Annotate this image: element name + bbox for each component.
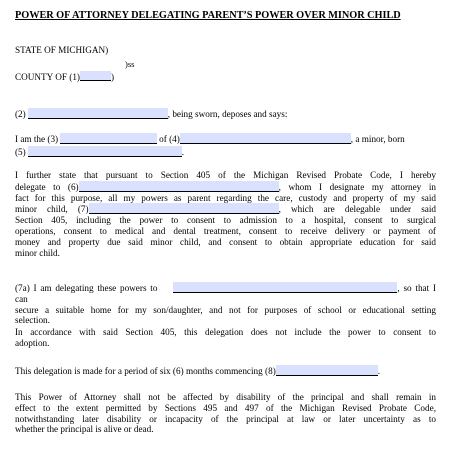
paragraph-adoption: In accordance with said Section 405, this delegation does not include the power to consent to adoption. — [15, 327, 436, 348]
delegate-name-field[interactable] — [173, 282, 397, 293]
paragraph-delegation: I further state that pursuant to Section 405 of the Michigan Revised Probate Code, I hereby delegate to (6) , whom I designate my attorney in fact for this purpose, all my powers as parent regarding the care, custody and property of my said minor child, (7) , which are delegable under said Section 405, including the power to consent to admission to a hospital, consent to surgical operations, consent to medical and dental treatment, consent to receive delivery or payment of money and property due said minor child, and consent to obtain appropriate education for said minor child. — [15, 170, 437, 258]
document-title: POWER OF ATTORNEY DELEGATING PARENT’S POWER OVER MINOR CHILD — [15, 10, 401, 21]
county-line: COUNTY OF (1) ) — [15, 72, 115, 82]
commencement-date-field[interactable] — [276, 365, 378, 376]
state-line: STATE OF MICHIGAN) — [15, 45, 109, 55]
affiant-line: (2) , being sworn, deposes and says: — [15, 109, 288, 119]
minor-child-field[interactable] — [89, 203, 279, 214]
county-label: COUNTY OF (1) — [15, 72, 80, 82]
birth-date-field[interactable] — [28, 146, 182, 157]
relationship-line: I am the (3) of (4) , a minor, born — [15, 134, 405, 144]
affiant-name-field[interactable] — [28, 108, 168, 119]
minor-name-field[interactable] — [180, 133, 351, 144]
relationship-field[interactable] — [60, 133, 157, 144]
county-field[interactable] — [80, 71, 111, 81]
birth-date-line: (5) . — [15, 147, 185, 157]
period-line: This delegation is made for a period of six (6) months commencing (8) . — [15, 366, 381, 376]
ss-mark: )ss — [125, 59, 135, 69]
attorney-name-field[interactable] — [79, 181, 279, 192]
paragraph-disability: This Power of Attorney shall not be affected by disability of the principal and shall remain in effect to the extent permitted by Sections 495 and 497 of the Michigan Revised Probate Code, notwithstanding later disability or incapacity of the principal at law or later uncertainty as to whether the principal is alive or dead. — [15, 392, 436, 435]
paragraph-home: (7a) I am delegating these powers to , so that I can secure a suitable home for my son/daughter, and not for purposes of school or educational setting selection. — [15, 283, 436, 326]
